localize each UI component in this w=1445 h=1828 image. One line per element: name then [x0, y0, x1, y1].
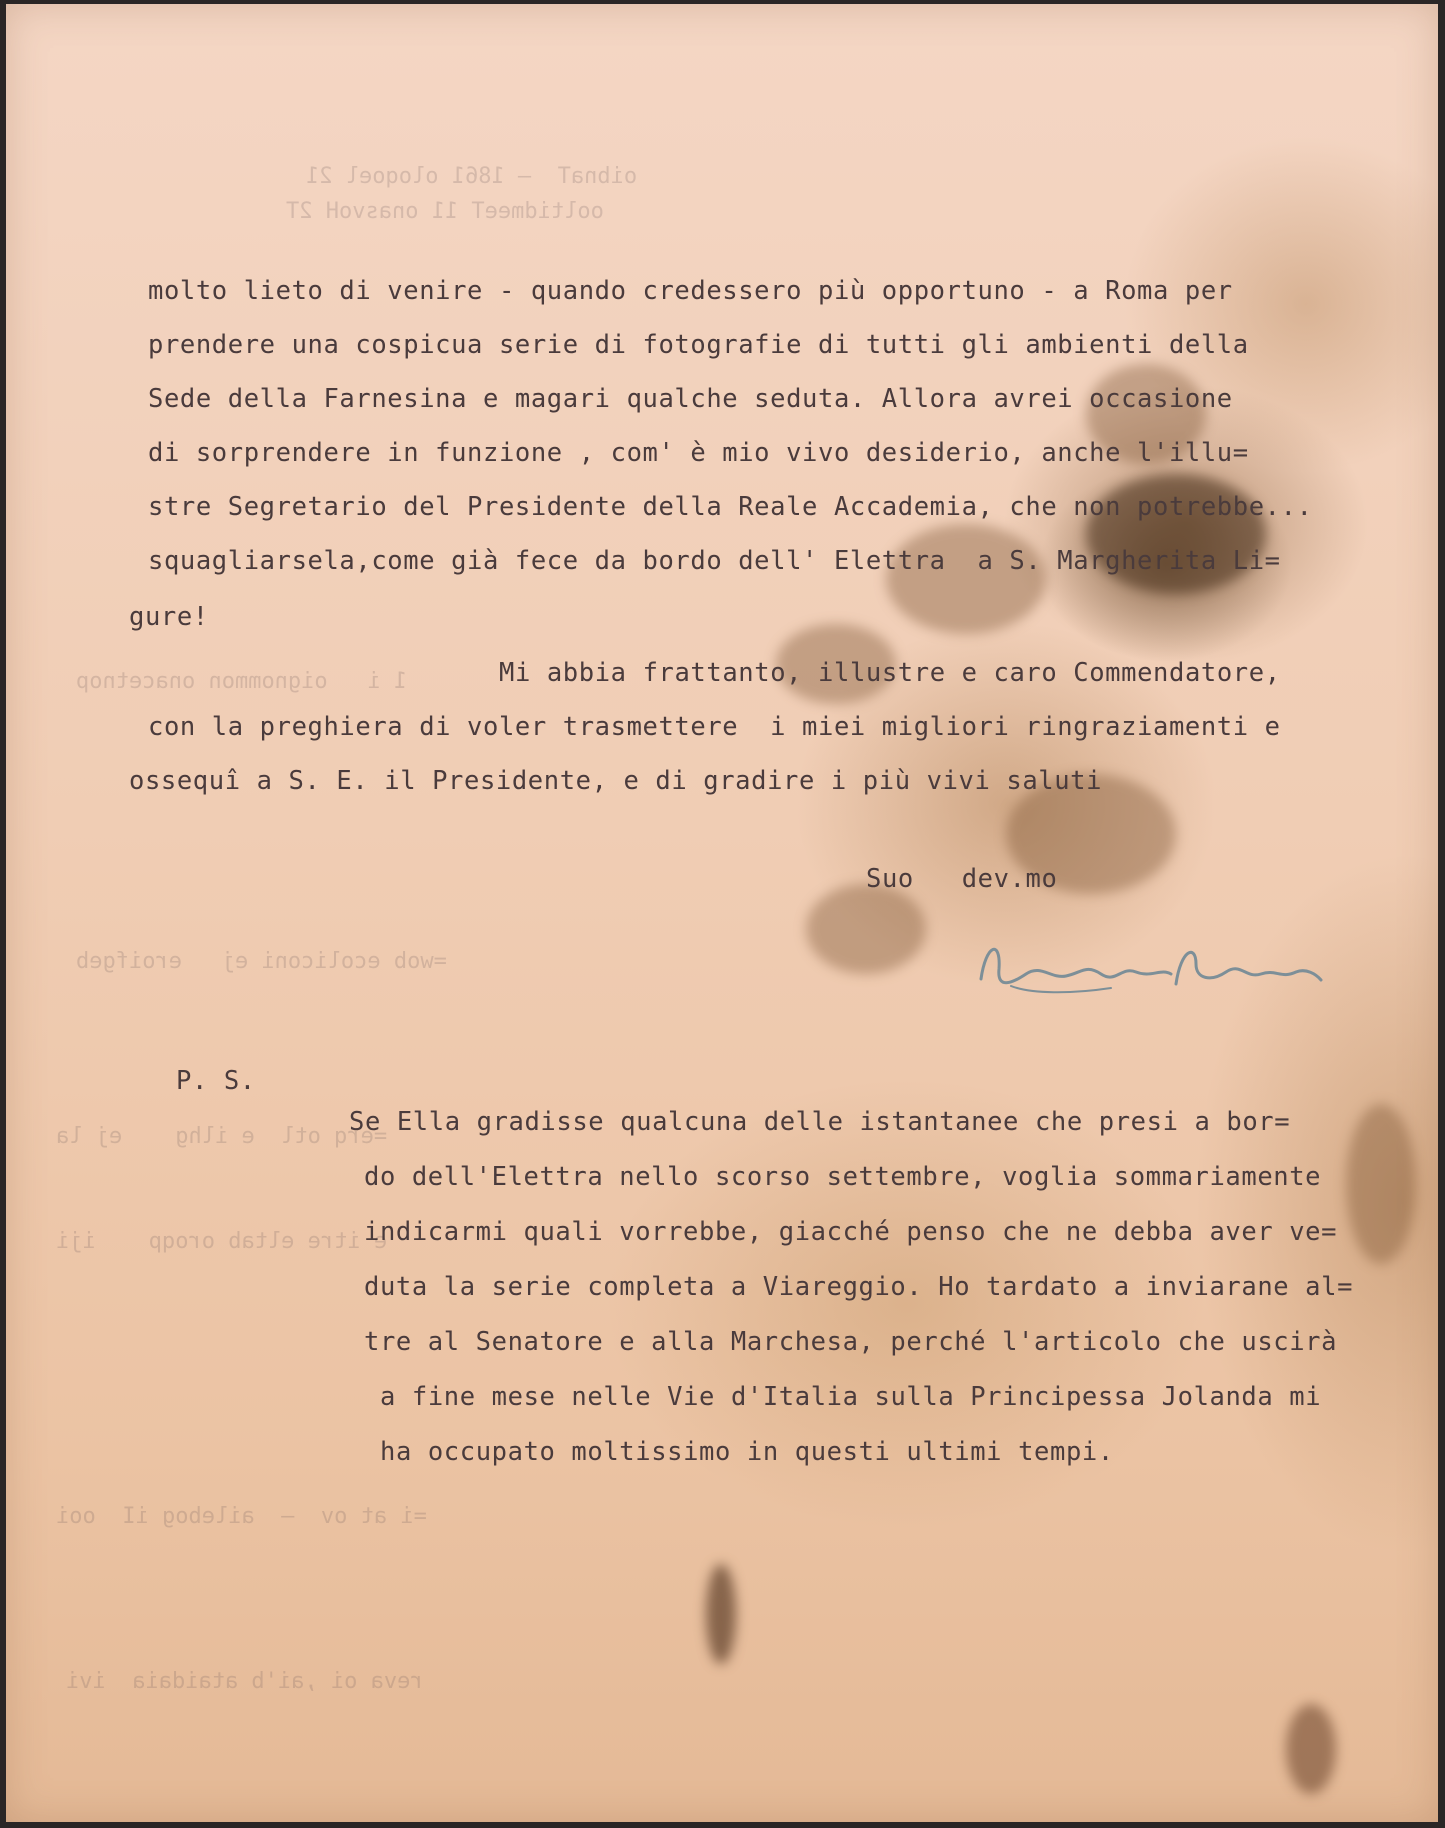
ps-line: ha occupato moltissimo in questi ultimi tempi.: [380, 1437, 1114, 1467]
body-line: squagliarsela,come già fece da bordo dell' Elettra a S. Margherita Li=: [148, 546, 1281, 576]
closing-line: con la preghiera di voler trasmettere i miei migliori ringraziamenti e: [148, 712, 1281, 742]
stain: [886, 524, 1046, 634]
stain: [1346, 1104, 1416, 1264]
stain: [806, 884, 926, 974]
ps-label: P. S.: [176, 1066, 256, 1096]
ps-line: a fine mese nelle Vie d'Italia sulla Principessa Jolanda mi: [380, 1382, 1322, 1412]
body-line: stre Segretario del Presidente della Reale Accademia, che non potrebbe...: [148, 492, 1313, 522]
body-line: prendere una cospicua serie di fotografie di tutti gli ambienti della: [148, 330, 1249, 360]
closing-line: Mi abbia frattanto, illustre e caro Commendatore,: [499, 658, 1281, 688]
handwritten-signature: [971, 924, 1331, 1014]
ps-line: tre al Senatore e alla Marchesa, perché l'articolo che uscirà: [364, 1327, 1338, 1357]
stain: [706, 1564, 736, 1664]
valediction: Suo dev.mo: [866, 864, 1058, 894]
ps-line: do dell'Elettra nello scorso settembre, voglia sommariamente: [364, 1162, 1322, 1192]
closing-line: ossequî a S. E. il Presidente, e di gradire i più vivi saluti: [129, 766, 1103, 796]
ps-line: duta la serie completa a Viareggio. Ho tardato a inviarane al=: [364, 1272, 1354, 1302]
body-line: molto lieto di venire - quando credessero più opportuno - a Roma per: [148, 276, 1233, 306]
body-line: Sede della Farnesina e magari qualche seduta. Allora avrei occasione: [148, 384, 1233, 414]
ps-line: Se Ella gradisse qualcuna delle istantanee che presi a bor=: [349, 1107, 1291, 1137]
ps-line: indicarmi quali vorrebbe, giacché penso che ne debba aver ve=: [364, 1217, 1338, 1247]
body-line: gure!: [129, 602, 209, 632]
body-line: di sorprendere in funzione , com' è mio vivo desiderio, anche l'illu=: [148, 438, 1249, 468]
show-through-text: oibnaT — 1861 oloqoel 21 ooltidmeeT 11 onasvoH 2T 1 i oignommon onacetnop =wob ecoliconi ej eroifgeb =erq otl e ilhg ej la e itre eltab oroqp iji =i at ov — ailebog iI ooi reva oi ,ai'b ataidaia ivi: [56, 164, 638, 1694]
letter-page: [6, 4, 1438, 1822]
stain: [1286, 1704, 1336, 1794]
